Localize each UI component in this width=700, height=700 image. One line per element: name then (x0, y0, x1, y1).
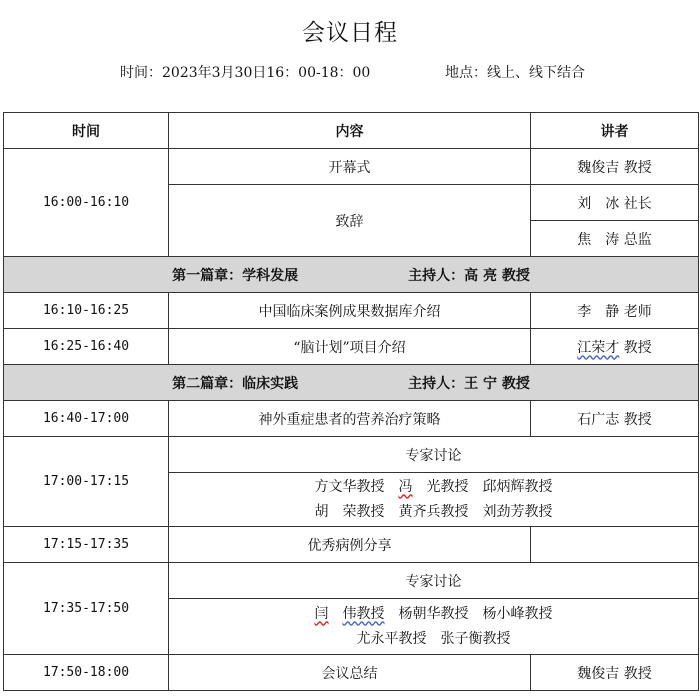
speaker-cell: 李 静 老师 (531, 293, 699, 329)
header-time: 时间 (4, 113, 169, 149)
experts-line (169, 602, 698, 627)
speaker-cell (531, 329, 699, 365)
experts-line (169, 475, 698, 500)
experts-line: 胡 荣教授 黄齐兵教授 刘劲芳教授 (314, 503, 553, 520)
experts-cell (169, 599, 699, 655)
experts-line: 尤永平教授 张子衡教授 (356, 630, 511, 647)
expert-names: 光教授 邱炳辉教授 (412, 478, 553, 495)
section-cell (4, 365, 699, 401)
expert-name-flagged: 伟教授 (342, 605, 385, 622)
section-row (4, 365, 699, 401)
schedule-table (3, 112, 699, 691)
table-row (4, 437, 699, 473)
speaker-cell: 魏俊吉 教授 (531, 655, 699, 691)
discussion-heading: 专家讨论 (169, 437, 699, 473)
page-title: 会议日程 (302, 20, 398, 46)
time-cell: 16:25-16:40 (4, 329, 169, 365)
time-cell: 16:40-17:00 (4, 401, 169, 437)
meeting-time: 时间：2023年3月30日16：00-18：00 (120, 65, 371, 81)
time-cell: 17:35-17:50 (4, 563, 169, 655)
table-row (4, 149, 699, 185)
meeting-place: 地点：线上、线下结合 (445, 65, 585, 81)
time-cell: 16:10-16:25 (4, 293, 169, 329)
content-cell: 中国临床案例成果数据库介绍 (169, 293, 531, 329)
header-speaker: 讲者 (531, 113, 699, 149)
content-cell: 会议总结 (169, 655, 531, 691)
time-cell: 16:00-16:10 (4, 149, 169, 257)
discussion-heading: 专家讨论 (169, 563, 699, 599)
expert-name-flagged: 冯 (398, 478, 413, 495)
table-row (4, 563, 699, 599)
content-cell: 优秀病例分享 (169, 527, 531, 563)
section-host: 主持人：高 亮 教授 (408, 267, 530, 284)
speaker-title: 教授 (619, 339, 652, 356)
expert-names: 方文华教授 (314, 478, 399, 495)
time-cell: 17:15-17:35 (4, 527, 169, 563)
time-cell: 17:50-18:00 (4, 655, 169, 691)
speaker-cell: 焦 涛 总监 (531, 221, 699, 257)
table-row (4, 293, 699, 329)
expert-name-flagged: 闫 (314, 605, 329, 622)
expert-gap (329, 606, 343, 622)
speaker-cell: 石广志 教授 (531, 401, 699, 437)
section-name: 第二篇章：临床实践 (172, 375, 299, 392)
table-row (4, 401, 699, 437)
speaker-cell: 刘 冰 社长 (531, 185, 699, 221)
header-content: 内容 (169, 113, 531, 149)
table-row (4, 655, 699, 691)
content-cell: 神外重症患者的营养治疗策略 (169, 401, 531, 437)
time-cell: 17:00-17:15 (4, 437, 169, 527)
experts-cell (169, 473, 699, 527)
content-cell: 开幕式 (169, 149, 531, 185)
table-header-row (4, 113, 699, 149)
content-cell: 致辞 (169, 185, 531, 257)
table-row (4, 329, 699, 365)
section-host: 主持人：王 宁 教授 (408, 375, 530, 392)
meeting-info (0, 62, 700, 82)
table-row (4, 527, 699, 563)
section-row (4, 257, 699, 293)
speaker-cell: 魏俊吉 教授 (531, 149, 699, 185)
expert-names: 杨朝华教授 杨小峰教授 (384, 605, 553, 622)
section-cell (4, 257, 699, 293)
content-cell: “脑计划”项目介绍 (169, 329, 531, 365)
section-name: 第一篇章：学科发展 (172, 267, 299, 284)
speaker-cell (531, 527, 699, 563)
speaker-name: 江荣才 (577, 339, 620, 356)
